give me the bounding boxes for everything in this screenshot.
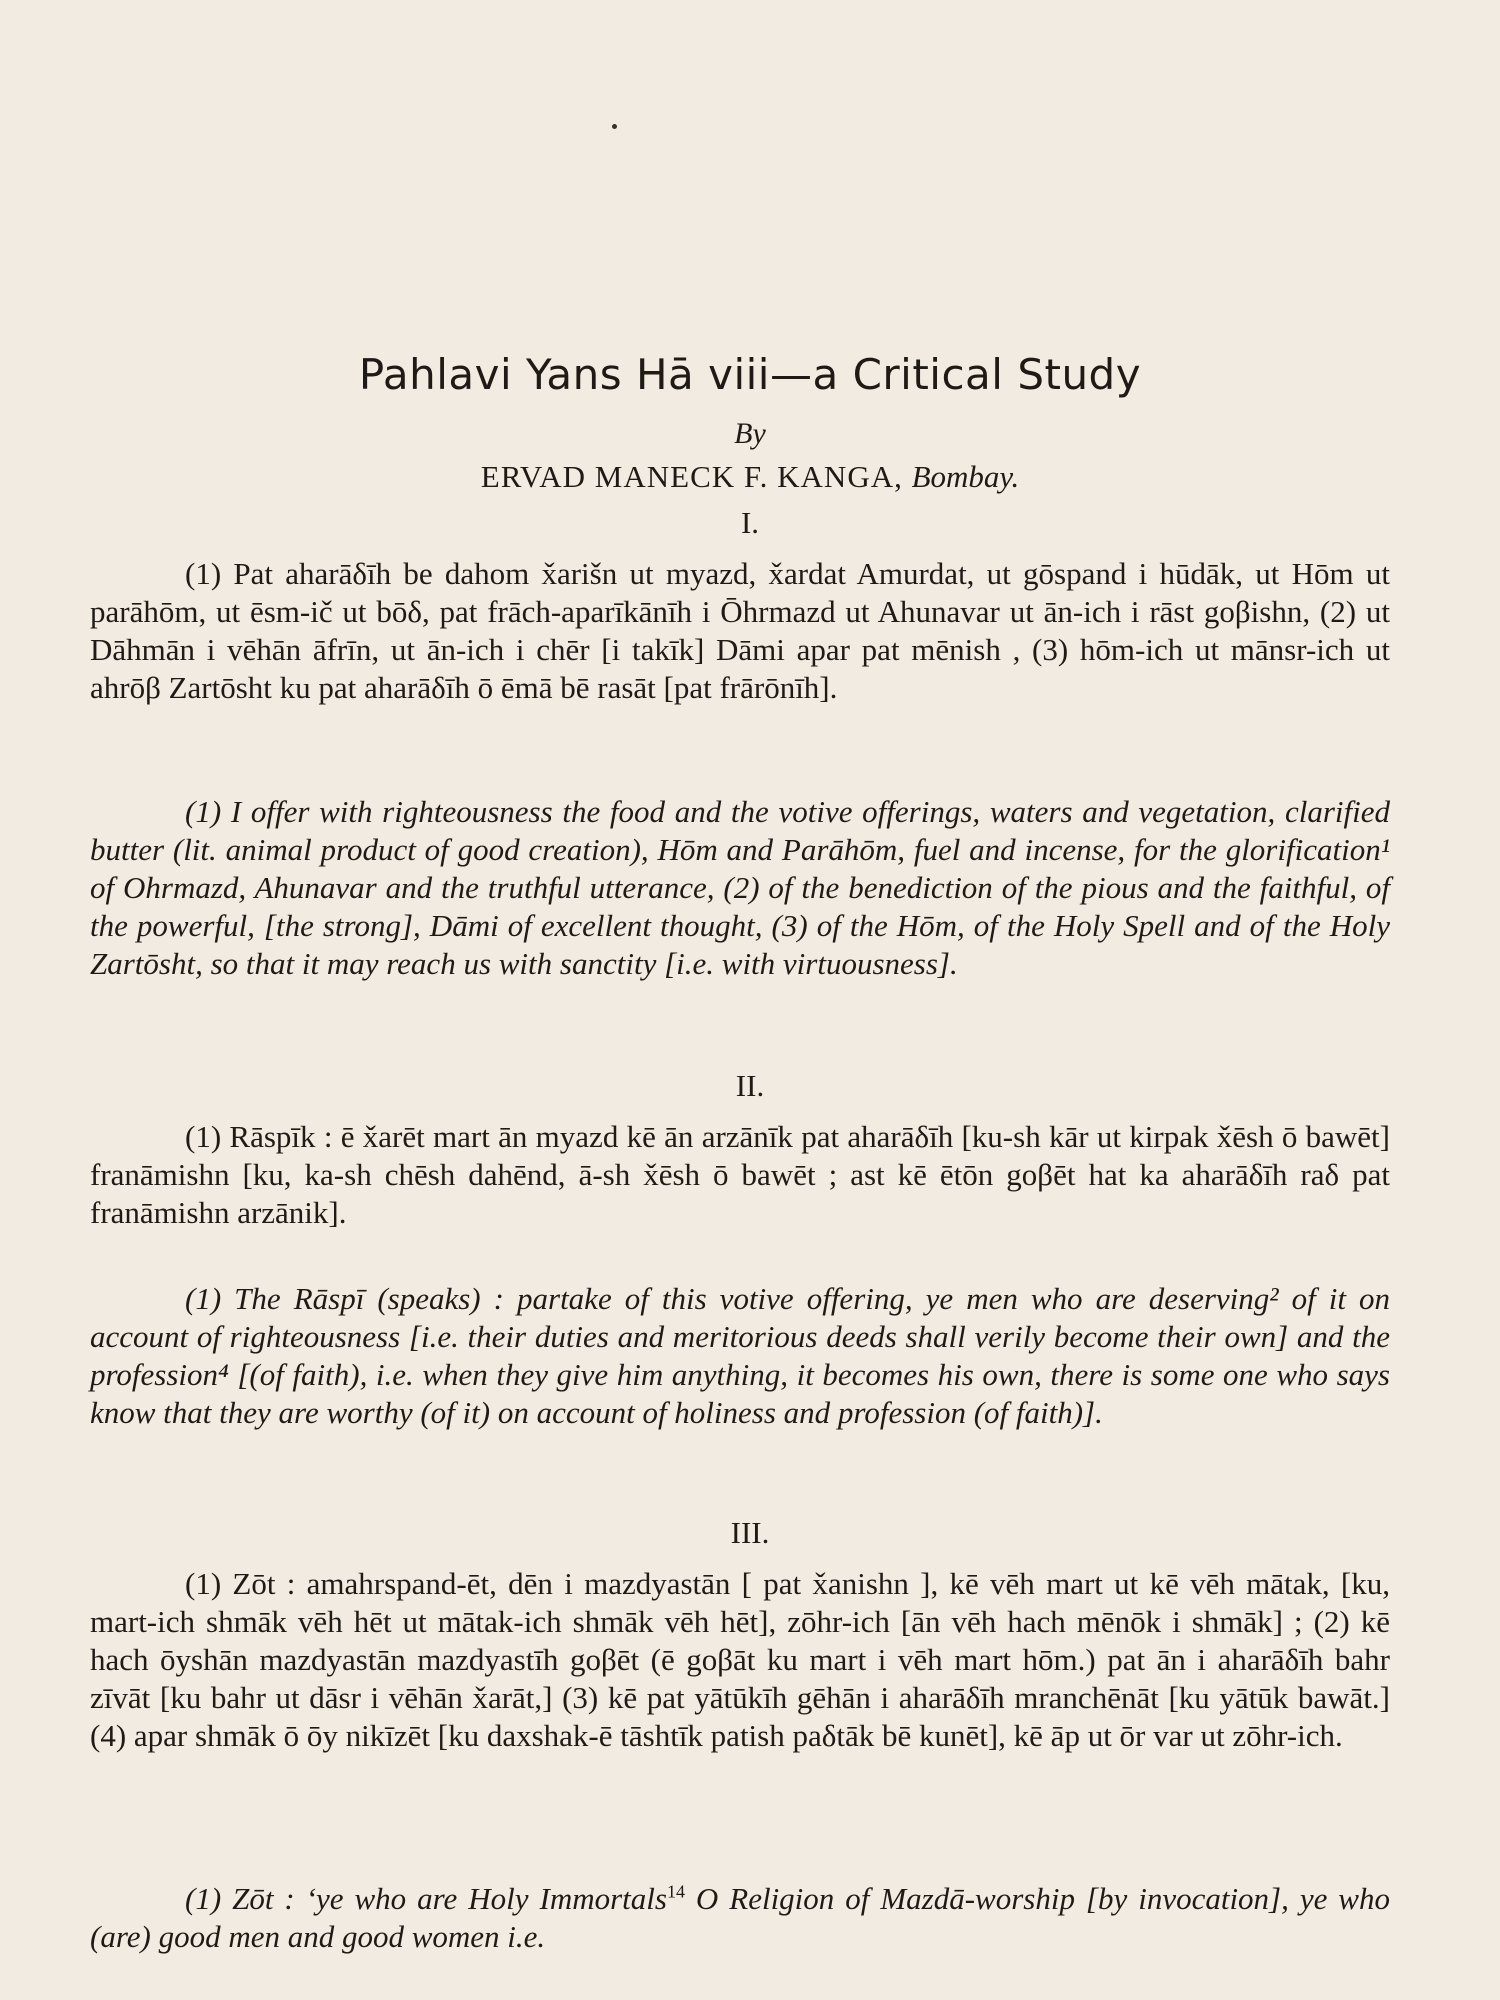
section-2-transliteration: (1) Rāspīk : ē x̌arēt mart ān myazd kē ān arzānīk pat aharāδīh [ku-sh kār ut kirpak x̌ēsh ō bawēt] franāmishn [ku, ka-sh chēsh dahēnd, ā-sh x̌ēsh ō bawēt ; ast kē ētōn goβēt hat ka aharāδīh raδ pat franāmishn arzānik].: [90, 1119, 1390, 1230]
section-heading-1: I.: [740, 505, 760, 540]
section-heading-2: II.: [735, 1068, 765, 1103]
footnote-marker: 14: [666, 1881, 685, 1902]
section-3-transliteration: (1) Zōt : amahrspand-ēt, dēn i mazdyastān [ pat x̌anishn ], kē vēh mart ut kē vēh mātak, [ku, mart-ich shmāk vēh hēt ut mātak-ich shmāk vēh hēt], zōhr-ich [ān vēh hach mēnōk i shmāk] ; (2) kē hach ōyshān mazdyastān mazdyastīh goβēt (ē goβāt ku mart i vēh mart hōm.) pat ān i aharāδīh bahr zīvāt [ku bahr ut dāsr i vēhān x̌arāt,] (3) kē pat yātūkīh gēhān i aharāδīh mranchēnāt [ku yātūk bawāt.] (4) apar shmāk ō ōy nikīzēt [ku daxshak-ē tāshtīk patish paδtāk bē kunēt], kē āp ut ōr var ut zōhr-ich.: [90, 1566, 1390, 1753]
section-3-translation-part2: O Religion of Mazdā-worship [by invocation], ye who (are) good men and good women i.e.: [90, 1881, 1390, 1954]
section-3-translation: [90, 1880, 1390, 1956]
article-title: Pahlavi Yans Hā viii—a Critical Study: [358, 350, 1142, 399]
print-speck: [612, 124, 617, 129]
section-3-translation-part1: (1) Zōt : ‘ye who are Holy Immortals: [185, 1881, 667, 1916]
section-1-translation: (1) I offer with righteousness the food and the votive offerings, waters and vegetation, clarified butter (lit. animal product of good creation), Hōm and Parāhōm, fuel and incense, for the glorification¹ of Ohrmazd, Ahunavar and the truthful utterance, (2) of the benediction of the pious and the faithful, of the powerful, [the strong], Dāmi of excellent thought, (3) of the Hōm, of the Holy Spell and of the Holy Zartōsht, so that it may reach us with sanctity [i.e. with virtuousness].: [90, 794, 1390, 981]
author-place: Bombay.: [911, 459, 1020, 494]
author-name: ERVAD MANECK F. KANGA,: [480, 459, 903, 494]
section-heading-3: III.: [730, 1515, 770, 1550]
byline-by: By: [734, 417, 766, 450]
author-line: [0, 459, 1500, 495]
section-1-transliteration: (1) Pat aharāδīh be dahom x̌arišn ut myazd, x̌ardat Amurdat, ut gōspand i hūdāk, ut Hōm ut parāhōm, ut ēsm-ič ut bōδ, pat frāch-aparīkānīh i Ōhrmazd ut Ahunavar ut ān-ich i rāst goβishn, (2) ut Dāhmān i vēhān āfrīn, ut ān-ich i chēr [i takīk] Dāmi apar pat mēnish , (3) hōm-ich ut mānsr-ich ut ahrōβ Zartōsht ku pat aharāδīh ō ēmā bē rasāt [pat frārōnīh].: [90, 556, 1390, 705]
section-2-translation: (1) The Rāspī (speaks) : partake of this votive offering, ye men who are deserving² of it on account of righteousness [i.e. their duties and meritorious deeds shall verily become their own] and the profession⁴ [(of faith), i.e. when they give him anything, it becomes his own, there is some one who says know that they are worthy (of it) on account of holiness and profession (of faith)].: [90, 1281, 1390, 1430]
